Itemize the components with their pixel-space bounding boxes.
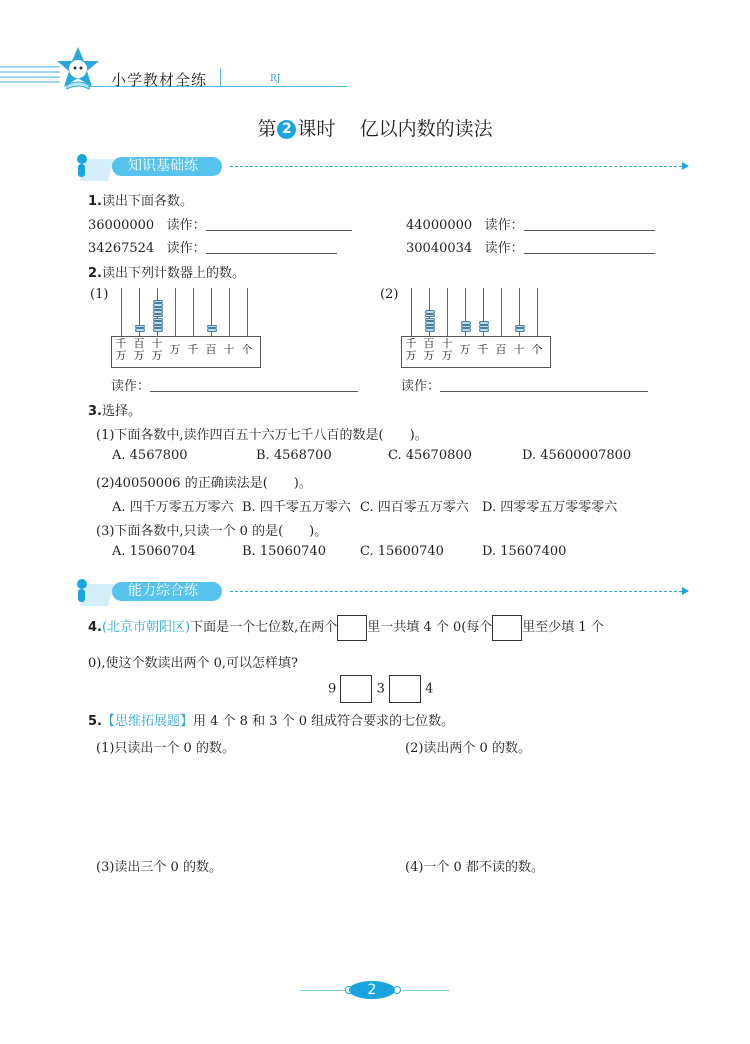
place-label (403, 338, 419, 362)
place-label-char: 个 (241, 343, 253, 356)
q1-prompt: 1.读出下面各数。 (88, 194, 193, 209)
place-label (439, 338, 455, 362)
option[interactable]: C. 四百零五万零六 (360, 500, 469, 515)
place-label-char: 百 (205, 343, 217, 356)
place-label-char: 万 (169, 343, 181, 356)
dotted-arrow-line (230, 591, 682, 592)
place-label-char: 万 (441, 349, 453, 362)
lesson-topic: 亿以内数的读法 (359, 118, 493, 140)
mascot-star-icon (55, 45, 101, 91)
abacus-bead (515, 325, 525, 328)
option[interactable]: A. 四千万零五万零六 (112, 500, 234, 515)
abacus-2 (401, 288, 551, 378)
blank-box[interactable] (337, 615, 367, 641)
arrow-right-icon (682, 162, 689, 170)
answer-line[interactable] (524, 253, 655, 254)
option[interactable]: D. 45600007800 (522, 448, 632, 463)
place-label (185, 344, 201, 356)
q3-part2-stem: (2)40050006 的正确读法是( )。 (96, 476, 312, 491)
abacus-bead (153, 310, 163, 313)
abacus-bead (425, 328, 435, 331)
answer-line[interactable] (150, 391, 358, 392)
abacus-bead (135, 328, 145, 331)
blank-box[interactable] (389, 675, 421, 703)
abacus-1-answer: 读作： (111, 375, 358, 394)
header-separator (220, 68, 221, 86)
place-label-char: 百 (495, 343, 507, 356)
lesson-suffix: 课时 (297, 118, 336, 140)
abacus-bead (153, 318, 163, 321)
option[interactable]: A. 15060704 (112, 544, 196, 559)
abacus-rod (501, 288, 502, 336)
place-label-char: 万 (459, 343, 471, 356)
section-label: 能力综合练 (112, 582, 222, 601)
abacus-bead (461, 321, 471, 324)
section-banner-basic (72, 153, 692, 179)
lesson-number: 2 (277, 120, 296, 139)
answer-line[interactable] (524, 230, 655, 231)
abacus-bead (461, 325, 471, 328)
place-label-char: 万 (405, 349, 417, 362)
abacus-bead (425, 321, 435, 324)
q1-item: 44000000 读作： (406, 214, 655, 233)
abacus-bead (153, 328, 163, 331)
place-label-char: 万 (133, 349, 145, 362)
abacus-rod (175, 288, 176, 336)
place-label (221, 344, 237, 356)
q2-prompt: 2.读出下列计数器上的数。 (88, 266, 245, 281)
runner-figure-icon (72, 578, 118, 608)
blank-box[interactable] (492, 615, 522, 641)
place-label (131, 338, 147, 362)
abacus-bead (425, 310, 435, 313)
dotted-arrow-line (230, 166, 682, 167)
edition-label: RJ (270, 74, 281, 84)
q4-line1: 4.(北京市朝阳区)下面是一个七位数,在两个 里一共填 4 个 0(每个 里至少填 1 个 (88, 614, 604, 642)
abacus-2-answer: 读作： (401, 375, 648, 394)
place-label (529, 344, 545, 356)
place-label (475, 344, 491, 356)
abacus-bead (153, 300, 163, 303)
place-label-char: 万 (423, 349, 435, 362)
option[interactable]: D. 15607400 (482, 544, 567, 559)
q3-prompt: 3.选择。 (88, 404, 141, 419)
answer-line[interactable] (440, 391, 648, 392)
place-label-char: 十 (151, 337, 163, 350)
abacus-bead (153, 303, 163, 306)
q1-item: 30040034 读作： (406, 237, 655, 256)
lesson-prefix: 第 (257, 118, 277, 140)
abacus-bead (515, 328, 525, 331)
answer-line[interactable] (206, 253, 337, 254)
abacus-1 (111, 288, 261, 378)
abacus-rod (411, 288, 412, 336)
lesson-title (0, 114, 750, 141)
source-tag: (北京市朝阳区) (101, 620, 191, 635)
answer-line[interactable] (206, 230, 352, 231)
abacus-rod (121, 288, 122, 336)
abacus-rod (447, 288, 448, 336)
option[interactable]: C. 45670800 (388, 448, 472, 463)
section-banner-ability (72, 578, 692, 604)
abacus-bead (479, 321, 489, 324)
abacus-bead (207, 328, 217, 331)
runner-figure-icon (72, 153, 118, 183)
q5-part: (4)一个 0 都不读的数。 (405, 860, 544, 875)
q5-part: (1)只读出一个 0 的数。 (96, 741, 235, 756)
place-label-char: 万 (151, 349, 163, 362)
place-label-char: 个 (531, 343, 543, 356)
page-number: 2 (349, 981, 395, 999)
option[interactable]: A. 4567800 (112, 448, 188, 463)
place-label-char: 百 (423, 337, 435, 350)
place-label-char: 十 (441, 337, 453, 350)
abacus-bead (207, 325, 217, 328)
abacus-rod (229, 288, 230, 336)
header-decoration-lines (0, 66, 60, 88)
place-label (421, 338, 437, 362)
abacus-bead (479, 328, 489, 331)
extension-tag: 【思维拓展题】 (101, 714, 193, 729)
place-label (493, 344, 509, 356)
abacus-rod (537, 288, 538, 336)
abacus-bead (461, 328, 471, 331)
place-label (203, 344, 219, 356)
abacus-bead (135, 325, 145, 328)
blank-box[interactable] (340, 675, 372, 703)
place-label-char: 十 (513, 343, 525, 356)
abacus-rod (247, 288, 248, 336)
abacus-bead (425, 314, 435, 317)
place-label-char: 千 (115, 337, 127, 350)
place-label (149, 338, 165, 362)
place-label-char: 千 (187, 343, 199, 356)
q4-number-frame: 9 3 4 (328, 675, 433, 704)
section-label: 知识基础练 (112, 157, 222, 176)
footer-line-right (402, 990, 450, 991)
book-title: 小学教材全练 (111, 71, 208, 89)
option[interactable]: C. 15600740 (360, 544, 444, 559)
place-label (239, 344, 255, 356)
abacus-bead (153, 307, 163, 310)
abacus-1-label: (1) (90, 287, 109, 302)
abacus-bead (425, 318, 435, 321)
q1-item: 36000000 读作： (88, 214, 352, 233)
place-label (457, 344, 473, 356)
abacus-bead (425, 325, 435, 328)
abacus-bead (153, 314, 163, 317)
abacus-bead (479, 325, 489, 328)
q5-part: (2)读出两个 0 的数。 (405, 741, 531, 756)
option[interactable]: B. 15060740 (242, 544, 326, 559)
abacus-bead (153, 325, 163, 328)
option[interactable]: B. 4568700 (256, 448, 332, 463)
place-label-char: 十 (223, 343, 235, 356)
place-label-char: 千 (405, 337, 417, 350)
place-label-char: 万 (115, 349, 127, 362)
q4-line2: 0),使这个数读出两个 0,可以怎样填? (88, 656, 298, 671)
option[interactable]: B. 四千零五万零六 (242, 500, 351, 515)
q5-prompt: 5.【思维拓展题】用 4 个 8 和 3 个 0 组成符合要求的七位数。 (88, 714, 455, 729)
abacus-bead (153, 321, 163, 324)
q3-part1-stem: (1)下面各数中,读作四百五十六万七千八百的数是( )。 (96, 428, 428, 443)
footer-line-left (300, 990, 348, 991)
place-label (511, 344, 527, 356)
q5-part: (3)读出三个 0 的数。 (96, 860, 222, 875)
arrow-right-icon (682, 587, 689, 595)
option[interactable]: D. 四零零五万零零零六 (482, 500, 618, 515)
place-label-char: 千 (477, 343, 489, 356)
q3-part3-stem: (3)下面各数中,只读一个 0 的是( )。 (96, 524, 328, 539)
place-label-char: 百 (133, 337, 145, 350)
abacus-rod (193, 288, 194, 336)
q1-item: 34267524 读作： (88, 237, 337, 256)
place-label (113, 338, 129, 362)
place-label (167, 344, 183, 356)
abacus-2-label: (2) (380, 287, 399, 302)
